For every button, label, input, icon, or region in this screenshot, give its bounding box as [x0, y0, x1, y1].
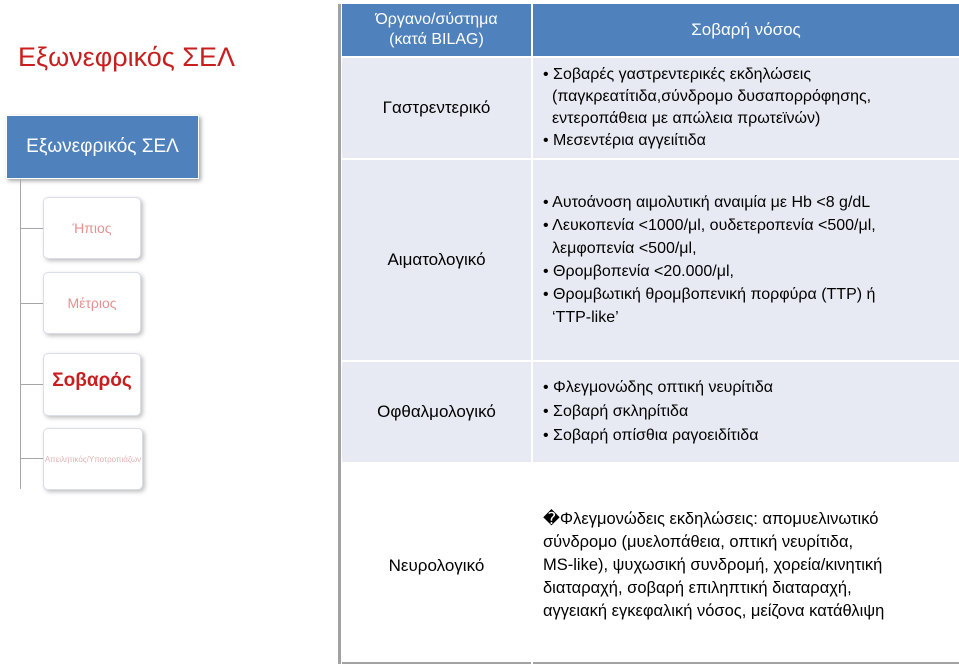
tree-connector [20, 228, 43, 229]
tree-connector [20, 458, 43, 459]
table-column-divider [531, 4, 533, 664]
organ-cell-ophthalmologic: Οφθαλμολογικό [342, 362, 531, 462]
desc-line: • Θρομβοπενία <20.000/μl, [543, 263, 734, 280]
page-title: Εξωνεφρικός ΣΕΛ [18, 42, 236, 72]
severity-label: Ήπιος [72, 220, 112, 236]
desc-line: λεμφοπενία <500/μl, [552, 240, 697, 257]
desc-line: • Σοβαρές γαστρεντερικές εκδηλώσεις [543, 66, 812, 83]
tree-connector [20, 384, 43, 385]
desc-line: σύνδρομο (μυελοπάθεια, οπτική νευρίτιδα, [543, 533, 854, 551]
severity-box-moderate [43, 272, 141, 334]
desc-line: MS-like), ψυχωσική συνδρομή, χορεία/κινητική [543, 556, 883, 574]
desc-line: • Σοβαρή σκληρίτιδα [543, 403, 689, 420]
tree-connector [20, 303, 43, 304]
severity-label: Απειλητικός/Υποτροπιάζων [44, 454, 142, 464]
organ-cell-neurologic: Νευρολογικό [342, 466, 531, 665]
category-box-extrarenal-sle: Εξωνεφρικός ΣΕΛ [6, 115, 199, 179]
desc-line: εντεροπάθεια με απώλεια πρωτεϊνών) [552, 110, 821, 127]
severity-box-life-threatening [43, 428, 143, 490]
tree-connector [20, 179, 21, 489]
severity-label: Σοβαρός [52, 370, 132, 391]
desc-cell-ophthalmologic [533, 362, 959, 462]
header-organ [342, 4, 531, 56]
header-organ-line1: Όργανο/σύστημα [375, 11, 498, 28]
organ-cell-hematologic: Αιματολογικό [342, 160, 531, 360]
desc-line: • Λευκοπενία <1000/μl, ουδετεροπενία <500/μl, [543, 217, 876, 234]
severity-box-severe [43, 353, 141, 416]
desc-line: • Θρομβωτική θρομβοπενική πορφύρα (TTP) ή [543, 286, 876, 303]
table-row-separator [342, 463, 959, 465]
header-organ-line2: (κατά BILAG) [389, 31, 484, 48]
desc-line: • Μεσεντέρια αγγειίτιδα [543, 132, 706, 149]
desc-line: ‘TTP-like’ [552, 309, 619, 326]
desc-line: • Αυτοάνοση αιμολυτική αναιμία με Hb <8 g/dL [543, 194, 871, 211]
desc-cell-neurologic [533, 466, 959, 665]
severity-label: Μέτριος [67, 295, 117, 311]
header-severity: Σοβαρή νόσος [533, 4, 959, 56]
desc-cell-hematologic [533, 160, 959, 360]
table-left-border [338, 4, 341, 664]
desc-cell-gastro [533, 58, 959, 158]
desc-line: διαταραχή, σοβαρή επιληπτική διαταραχή, [543, 579, 852, 597]
desc-line: αγγειακή εγκεφαλική νόσος, μείζονα κατάθλιψη [543, 602, 885, 620]
organ-cell-gastro: Γαστρεντερικό [342, 58, 531, 158]
desc-line: �Φλεγμονώδεις εκδηλώσεις: απομυελινωτικό [543, 510, 879, 528]
desc-line: • Φλεγμονώδης οπτική νευρίτιδα [543, 379, 774, 396]
desc-line: (παγκρεατίτιδα,σύνδρομο δυσαπορρόφησης, [552, 88, 872, 105]
desc-line: • Σοβαρή οπίσθια ραγοειδίτιδα [543, 427, 759, 444]
severity-box-mild [43, 197, 141, 259]
table-bottom-border [342, 662, 959, 664]
